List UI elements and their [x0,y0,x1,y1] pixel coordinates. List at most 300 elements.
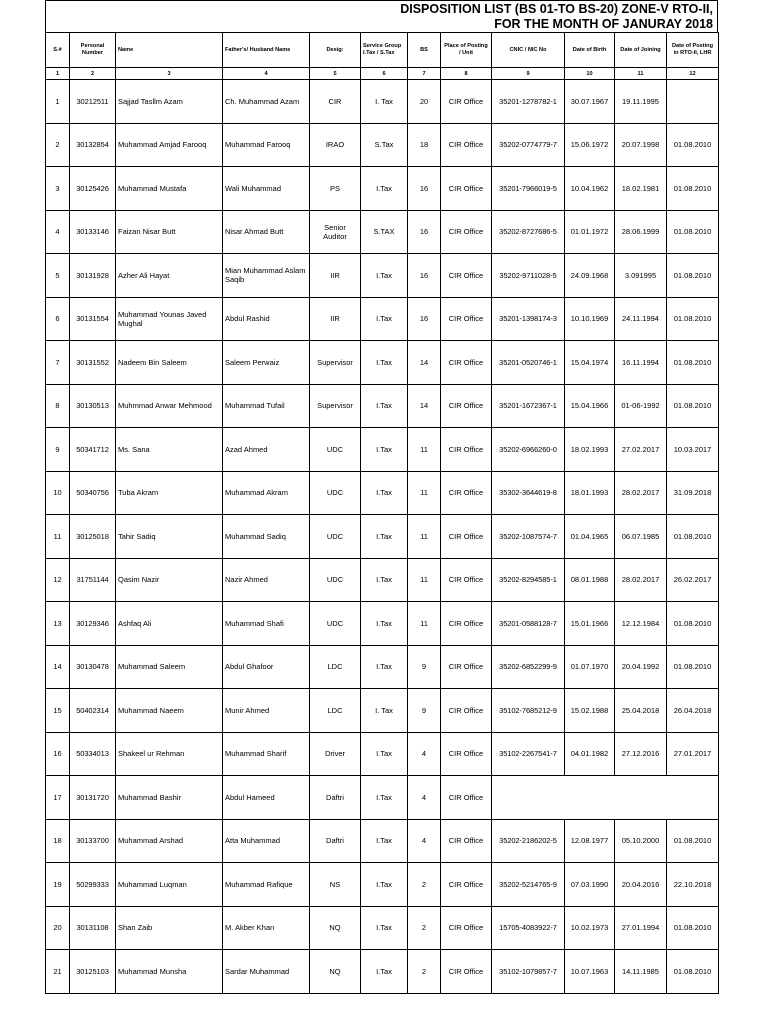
cell-service-group: I.Tax [361,558,408,602]
cell-personal-number: 30130478 [70,645,116,689]
cell-name: Muhammad Arshad [116,819,223,863]
cell-date-of-birth: 15.06.1972 [565,123,615,167]
empty-merged-cell [492,776,719,820]
cell-name: Muhammad Saleem [116,645,223,689]
cell-bs: 4 [408,776,441,820]
cell-bs: 2 [408,863,441,907]
cell-date-of-birth: 10.07.1963 [565,950,615,994]
cell-serial: 7 [46,341,70,385]
cell-name: Muhammad Amjad Farooq [116,123,223,167]
cell-bs: 2 [408,950,441,994]
cell-date-of-birth: 24.09.1968 [565,254,615,298]
table-row [46,950,719,994]
header-bs: BS [408,33,441,68]
cell-service-group: I.Tax [361,950,408,994]
cell-serial: 17 [46,776,70,820]
table-body [46,33,719,994]
column-number-cnic: 9 [492,68,565,80]
table-row [46,297,719,341]
cell-serial: 6 [46,297,70,341]
cell-date-of-posting: 01.08.2010 [667,645,719,689]
cell-service-group: I.Tax [361,297,408,341]
table-row [46,602,719,646]
cell-place-of-posting: CIR Office [441,428,492,472]
cell-serial: 2 [46,123,70,167]
cell-name: Muhammad Munsha [116,950,223,994]
column-number-date-of-joining: 11 [615,68,667,80]
cell-name: Muhammad Younas Javed Mughal [116,297,223,341]
cell-service-group: I.Tax [361,732,408,776]
cell-service-group: I.Tax [361,645,408,689]
cell-designation: NS [310,863,361,907]
cell-serial: 19 [46,863,70,907]
column-number-name: 3 [116,68,223,80]
table-row [46,341,719,385]
cell-designation: Daftri [310,776,361,820]
column-number-bs: 7 [408,68,441,80]
cell-date-of-birth: 01.07.1970 [565,645,615,689]
cell-cnic: 35102-2267541-7 [492,732,565,776]
cell-designation: Supervisor [310,384,361,428]
cell-date-of-posting: 01.08.2010 [667,210,719,254]
column-number-date-of-birth: 10 [565,68,615,80]
column-number-designation: 5 [310,68,361,80]
cell-bs: 4 [408,732,441,776]
cell-date-of-joining: 18.02.1981 [615,167,667,211]
cell-cnic: 35102-1079857-7 [492,950,565,994]
cell-date-of-posting: 01.08.2010 [667,819,719,863]
cell-bs: 4 [408,819,441,863]
cell-date-of-posting: 01.08.2010 [667,950,719,994]
cell-service-group: I.Tax [361,428,408,472]
cell-place-of-posting: CIR Office [441,776,492,820]
cell-name: Tuba Akram [116,471,223,515]
table-row [46,515,719,559]
cell-name: Ms. Sana [116,428,223,472]
cell-date-of-joining: 01-06-1992 [615,384,667,428]
cell-serial: 3 [46,167,70,211]
cell-place-of-posting: CIR Office [441,863,492,907]
cell-father-husband-name: Muhammad Farooq [223,123,310,167]
cell-date-of-joining: 3.091995 [615,254,667,298]
cell-place-of-posting: CIR Office [441,906,492,950]
table-row [46,123,719,167]
cell-designation: IIR [310,297,361,341]
cell-father-husband-name: Muhammad Sharif [223,732,310,776]
header-place-of-posting: Place of Posting / Unit [441,33,492,68]
cell-father-husband-name: Sardar Muhammad [223,950,310,994]
cell-name: Faizan Nisar Butt [116,210,223,254]
header-row [46,33,719,68]
cell-father-husband-name: Mian Muhammad Aslam Saqib [223,254,310,298]
cell-designation: UDC [310,515,361,559]
table-row [46,863,719,907]
cell-name: Ashfaq Ali [116,602,223,646]
cell-personal-number: 30125018 [70,515,116,559]
cell-place-of-posting: CIR Office [441,297,492,341]
table-row [46,167,719,211]
cell-designation: LDC [310,689,361,733]
cell-date-of-posting: 01.08.2010 [667,515,719,559]
cell-date-of-posting: 26.02.2017 [667,558,719,602]
cell-date-of-joining: 16.11.1994 [615,341,667,385]
cell-cnic: 35201-1672367-1 [492,384,565,428]
cell-date-of-posting [667,80,719,124]
cell-date-of-joining: 28.02.2017 [615,558,667,602]
cell-service-group: I.Tax [361,776,408,820]
cell-date-of-joining: 05.10.2000 [615,819,667,863]
column-number-service-group: 6 [361,68,408,80]
cell-personal-number: 30130513 [70,384,116,428]
table-row [46,776,719,820]
cell-cnic: 35202-6852299-9 [492,645,565,689]
cell-father-husband-name: Muhammad Tufail [223,384,310,428]
cell-place-of-posting: CIR Office [441,515,492,559]
cell-date-of-joining: 28.06.1999 [615,210,667,254]
table-row [46,428,719,472]
cell-date-of-joining: 24.11.1994 [615,297,667,341]
header-date-of-joining: Date of Joining [615,33,667,68]
cell-serial: 20 [46,906,70,950]
cell-place-of-posting: CIR Office [441,558,492,602]
cell-father-husband-name: Nazir Ahmed [223,558,310,602]
cell-bs: 9 [408,689,441,733]
cell-designation: CIR [310,80,361,124]
cell-designation: Supervisor [310,341,361,385]
cell-designation: IRAO [310,123,361,167]
cell-date-of-posting: 22.10.2018 [667,863,719,907]
cell-cnic: 35202-0774779-7 [492,123,565,167]
cell-serial: 14 [46,645,70,689]
table-row [46,384,719,428]
cell-bs: 16 [408,297,441,341]
cell-serial: 18 [46,819,70,863]
cell-place-of-posting: CIR Office [441,80,492,124]
cell-cnic: 35202-8727686-5 [492,210,565,254]
cell-bs: 9 [408,645,441,689]
cell-personal-number: 30125103 [70,950,116,994]
cell-father-husband-name: Atta Muhammad [223,819,310,863]
cell-designation: NQ [310,950,361,994]
cell-father-husband-name: Ch. Muhammad Azam [223,80,310,124]
cell-cnic: 35202-5214765-9 [492,863,565,907]
cell-bs: 18 [408,123,441,167]
table-row [46,689,719,733]
cell-father-husband-name: Abdul Rashid [223,297,310,341]
disposition-table [45,32,719,994]
cell-date-of-posting: 27.01.2017 [667,732,719,776]
cell-personal-number: 50340756 [70,471,116,515]
cell-service-group: I.Tax [361,471,408,515]
cell-service-group: S.TAX [361,210,408,254]
cell-serial: 4 [46,210,70,254]
cell-date-of-birth: 10.02.1973 [565,906,615,950]
cell-father-husband-name: Azad Ahmed [223,428,310,472]
cell-date-of-joining: 27.02.2017 [615,428,667,472]
cell-date-of-posting: 01.08.2010 [667,906,719,950]
cell-name: Muhammad Naeem [116,689,223,733]
cell-place-of-posting: CIR Office [441,210,492,254]
cell-date-of-posting: 01.08.2010 [667,123,719,167]
cell-serial: 5 [46,254,70,298]
cell-bs: 11 [408,558,441,602]
title-line-2-box [45,16,718,32]
cell-service-group: I. Tax [361,80,408,124]
cell-bs: 14 [408,341,441,385]
cell-personal-number: 30131552 [70,341,116,385]
cell-name: Qasim Nazir [116,558,223,602]
cell-service-group: I.Tax [361,384,408,428]
header-service-group: Service Group I.Tax / S.Tax [361,33,408,68]
cell-personal-number: 50402314 [70,689,116,733]
cell-place-of-posting: CIR Office [441,689,492,733]
cell-place-of-posting: CIR Office [441,732,492,776]
column-number-date-of-posting: 12 [667,68,719,80]
cell-date-of-joining: 20.04.1992 [615,645,667,689]
cell-date-of-joining: 28.02.2017 [615,471,667,515]
cell-date-of-birth: 07.03.1990 [565,863,615,907]
cell-date-of-joining: 06.07.1985 [615,515,667,559]
cell-date-of-joining: 27.01.1994 [615,906,667,950]
cell-place-of-posting: CIR Office [441,645,492,689]
cell-service-group: I.Tax [361,819,408,863]
cell-date-of-posting: 01.08.2010 [667,602,719,646]
cell-date-of-birth: 10.04.1962 [565,167,615,211]
cell-personal-number: 50334013 [70,732,116,776]
cell-date-of-joining: 14.11.1985 [615,950,667,994]
column-number-father-husband-name: 4 [223,68,310,80]
cell-father-husband-name: Wali Muhammad [223,167,310,211]
header-cnic: CNIC / NIC No [492,33,565,68]
cell-cnic: 35202-9711028-5 [492,254,565,298]
cell-designation: UDC [310,428,361,472]
cell-father-husband-name: Nisar Ahmad Butt [223,210,310,254]
cell-cnic: 35201-0588128-7 [492,602,565,646]
cell-serial: 16 [46,732,70,776]
table-row [46,254,719,298]
cell-designation: UDC [310,471,361,515]
cell-cnic: 35201-0520746-1 [492,341,565,385]
cell-bs: 14 [408,384,441,428]
cell-place-of-posting: CIR Office [441,167,492,211]
cell-father-husband-name: Abdul Ghafoor [223,645,310,689]
title-line-1-box [45,0,718,16]
cell-cnic: 35202-6966260-0 [492,428,565,472]
cell-name: Nadeem Bin Saleem [116,341,223,385]
cell-father-husband-name: Munir Ahmed [223,689,310,733]
cell-date-of-joining: 19.11.1995 [615,80,667,124]
cell-personal-number: 30132854 [70,123,116,167]
cell-place-of-posting: CIR Office [441,602,492,646]
cell-date-of-birth: 18.01.1993 [565,471,615,515]
header-name: Name [116,33,223,68]
cell-father-husband-name: Muhammad Rafique [223,863,310,907]
cell-cnic: 35302-3644619-8 [492,471,565,515]
document-title: DISPOSITION LIST (BS 01-TO BS-20) ZONE-V RTO-II, [400,2,713,16]
cell-bs: 11 [408,471,441,515]
cell-father-husband-name: Abdul Hameed [223,776,310,820]
header-personal-number: Personal Number [70,33,116,68]
cell-designation: UDC [310,602,361,646]
cell-father-husband-name: Muhammad Sadiq [223,515,310,559]
cell-personal-number: 31751144 [70,558,116,602]
document-subtitle: FOR THE MONTH OF JANURAY 2018 [494,17,713,31]
cell-personal-number: 30133146 [70,210,116,254]
cell-place-of-posting: CIR Office [441,819,492,863]
cell-date-of-posting: 01.08.2010 [667,297,719,341]
cell-name: Shan Zaib [116,906,223,950]
cell-date-of-joining: 20.04.2016 [615,863,667,907]
cell-designation: UDC [310,558,361,602]
cell-designation: Daftri [310,819,361,863]
cell-date-of-posting: 01.08.2010 [667,254,719,298]
cell-name: Muhmmad Anwar Mehmood [116,384,223,428]
cell-personal-number: 30131554 [70,297,116,341]
cell-service-group: I.Tax [361,515,408,559]
table-row [46,471,719,515]
table-row [46,210,719,254]
cell-date-of-posting: 26.04.2018 [667,689,719,733]
cell-service-group: I.Tax [361,602,408,646]
header-serial: S.# [46,33,70,68]
column-number-personal-number: 2 [70,68,116,80]
column-number-serial: 1 [46,68,70,80]
cell-cnic: 35202-1087574-7 [492,515,565,559]
cell-bs: 11 [408,515,441,559]
cell-date-of-birth: 12.08.1977 [565,819,615,863]
cell-date-of-birth: 15.04.1974 [565,341,615,385]
cell-date-of-posting: 10.03.2017 [667,428,719,472]
cell-designation: Driver [310,732,361,776]
cell-date-of-posting: 31.09.2018 [667,471,719,515]
cell-name: Muhammad Luqman [116,863,223,907]
cell-designation: PS [310,167,361,211]
cell-bs: 16 [408,210,441,254]
cell-place-of-posting: CIR Office [441,123,492,167]
cell-serial: 13 [46,602,70,646]
cell-date-of-posting: 01.08.2010 [667,384,719,428]
cell-date-of-joining: 20.07.1998 [615,123,667,167]
cell-place-of-posting: CIR Office [441,384,492,428]
cell-cnic: 35201-1278782-1 [492,80,565,124]
cell-name: Shakeel ur Rehman [116,732,223,776]
cell-serial: 9 [46,428,70,472]
cell-designation: NQ [310,906,361,950]
cell-cnic: 35102-7685212-9 [492,689,565,733]
cell-personal-number: 30131720 [70,776,116,820]
cell-place-of-posting: CIR Office [441,254,492,298]
cell-serial: 11 [46,515,70,559]
cell-date-of-birth: 30.07.1967 [565,80,615,124]
cell-bs: 2 [408,906,441,950]
cell-personal-number: 30125426 [70,167,116,211]
cell-personal-number: 50341712 [70,428,116,472]
cell-personal-number: 30131928 [70,254,116,298]
cell-serial: 8 [46,384,70,428]
table-row [46,558,719,602]
cell-name: Muhammad Mustafa [116,167,223,211]
cell-serial: 12 [46,558,70,602]
cell-cnic: 35201-1398174-3 [492,297,565,341]
header-date-of-birth: Date of Birth [565,33,615,68]
cell-serial: 1 [46,80,70,124]
cell-designation: LDC [310,645,361,689]
table-row [46,906,719,950]
cell-service-group: I.Tax [361,863,408,907]
cell-serial: 21 [46,950,70,994]
cell-place-of-posting: CIR Office [441,950,492,994]
header-designation: Desig: [310,33,361,68]
cell-bs: 20 [408,80,441,124]
table-row [46,819,719,863]
cell-date-of-posting: 01.08.2010 [667,167,719,211]
disposition-sheet [45,0,718,994]
cell-date-of-birth: 18.02.1993 [565,428,615,472]
cell-date-of-birth: 15.04.1966 [565,384,615,428]
cell-service-group: I.Tax [361,254,408,298]
cell-name: Tahir Sadiq [116,515,223,559]
cell-designation: IIR [310,254,361,298]
cell-bs: 11 [408,428,441,472]
cell-date-of-joining: 25.04.2018 [615,689,667,733]
cell-date-of-birth: 10.10.1969 [565,297,615,341]
cell-date-of-birth: 15.01.1966 [565,602,615,646]
table-row [46,645,719,689]
cell-service-group: I. Tax [361,689,408,733]
header-father-husband-name: Father's/ Husband Name [223,33,310,68]
cell-serial: 15 [46,689,70,733]
cell-personal-number: 50299333 [70,863,116,907]
cell-date-of-birth: 08.01.1988 [565,558,615,602]
cell-service-group: I.Tax [361,906,408,950]
cell-service-group: I.Tax [361,167,408,211]
cell-date-of-birth: 04.01.1982 [565,732,615,776]
cell-cnic: 35201-7966019-5 [492,167,565,211]
cell-date-of-birth: 15.02.1988 [565,689,615,733]
cell-name: Azher Ali Hayat [116,254,223,298]
column-number-place-of-posting: 8 [441,68,492,80]
cell-personal-number: 30133700 [70,819,116,863]
cell-cnic: 15705-4083922-7 [492,906,565,950]
table-row [46,80,719,124]
cell-service-group: S.Tax [361,123,408,167]
cell-place-of-posting: CIR Office [441,471,492,515]
cell-personal-number: 30129346 [70,602,116,646]
cell-bs: 16 [408,254,441,298]
cell-cnic: 35202-2186202-5 [492,819,565,863]
cell-designation: Senior Auditor [310,210,361,254]
cell-personal-number: 30212511 [70,80,116,124]
column-number-row [46,68,719,80]
cell-father-husband-name: M. Akber Khan [223,906,310,950]
cell-cnic: 35202-8294585-1 [492,558,565,602]
cell-name: Sajjad Tasllm Azam [116,80,223,124]
cell-personal-number: 30131108 [70,906,116,950]
cell-date-of-birth: 01.01.1972 [565,210,615,254]
cell-date-of-joining: 27.12.2016 [615,732,667,776]
cell-father-husband-name: Muhammad Akram [223,471,310,515]
cell-bs: 16 [408,167,441,211]
cell-father-husband-name: Muhammad Shafi [223,602,310,646]
cell-place-of-posting: CIR Office [441,341,492,385]
cell-date-of-joining: 12.12.1984 [615,602,667,646]
table-row [46,732,719,776]
cell-bs: 11 [408,602,441,646]
cell-date-of-birth: 01.04.1965 [565,515,615,559]
cell-father-husband-name: Saleem Perwaiz [223,341,310,385]
cell-date-of-posting: 01.08.2010 [667,341,719,385]
cell-name: Muhammad Bashir [116,776,223,820]
